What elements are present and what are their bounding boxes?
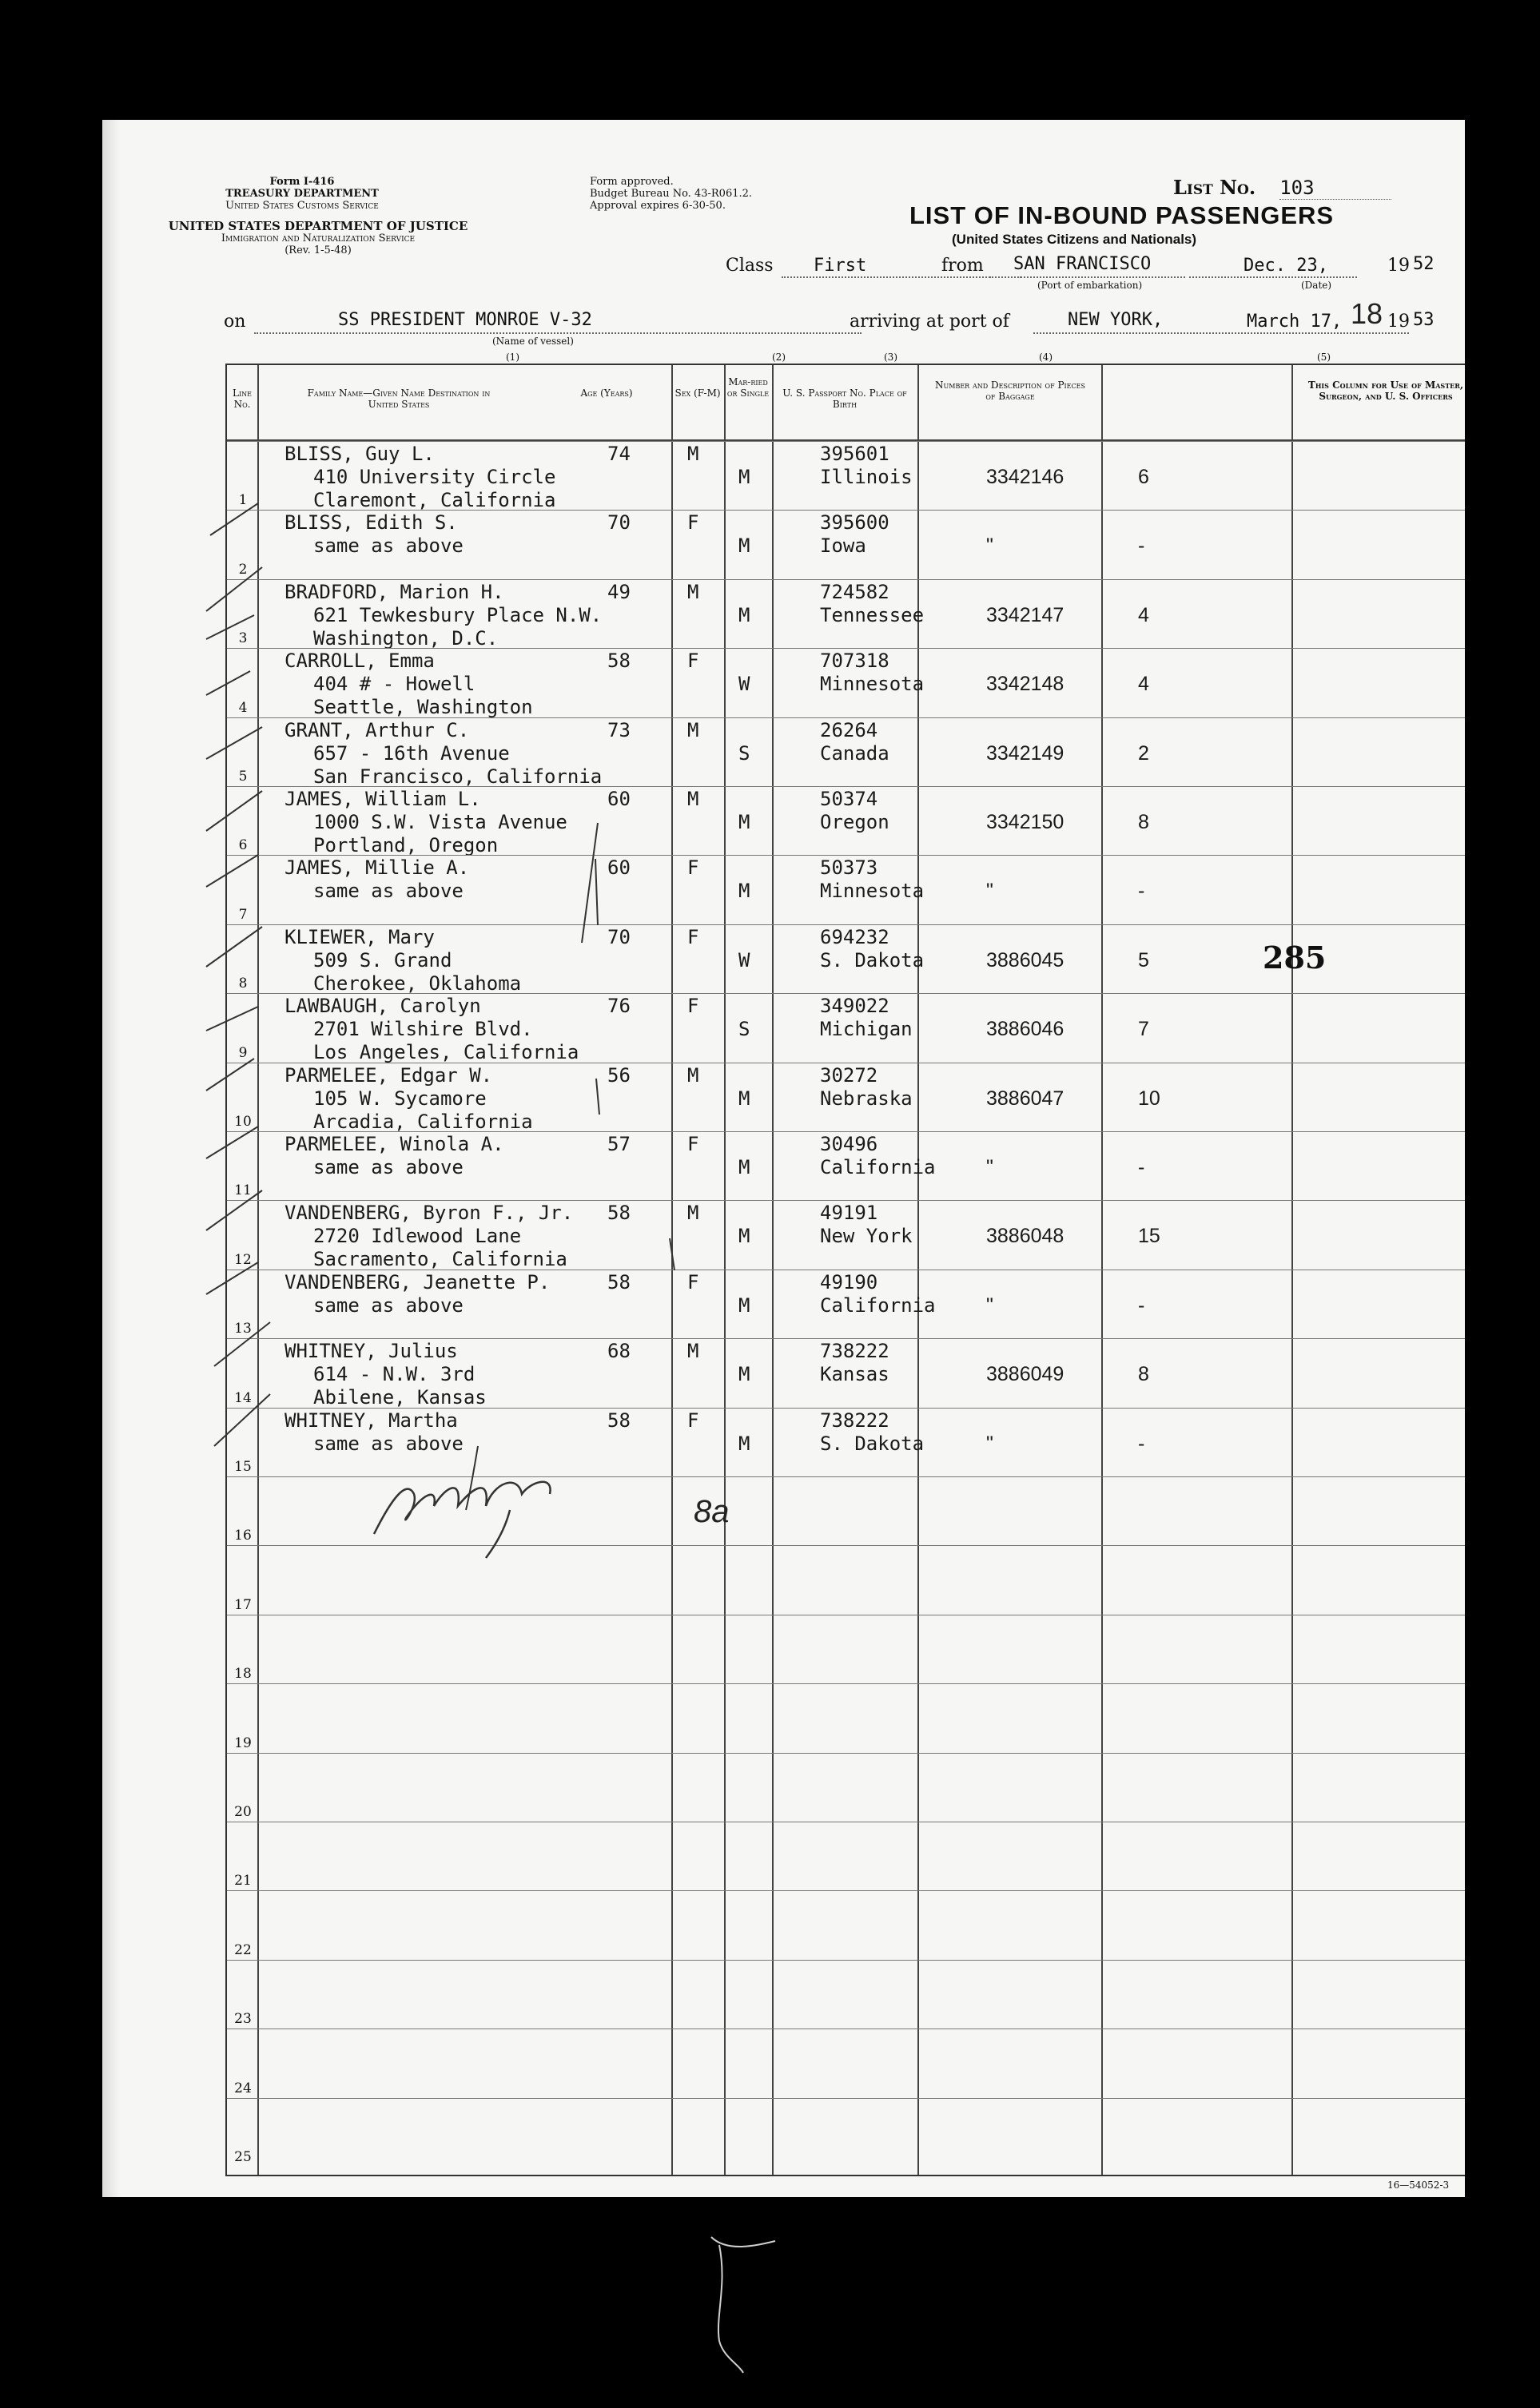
page-subtitle: (United States Citizens and Nationals) [952,232,1197,247]
col-num-1: (1) [506,352,519,363]
baggage-number: " [986,534,993,558]
passenger-age: 76 [607,995,631,1018]
passenger-age: 56 [607,1063,631,1087]
passenger-sex: F [687,1270,699,1293]
passenger-name: VANDENBERG, Jeanette P. [285,1270,551,1293]
line-number: 22 [234,1941,252,1958]
header-married: Mar-ried or Single [726,376,770,399]
pencil-marks [102,120,1465,2197]
passport-number: 694232 [820,925,889,948]
baggage-number: 3886047 [986,1087,1064,1110]
passenger-sex: F [687,856,699,880]
line-number: 21 [234,1873,252,1889]
passenger-age: 58 [607,650,631,673]
line-number: 3 [238,630,248,647]
line-number: 11 [234,1182,252,1199]
passenger-address-1: same as above [313,1293,464,1317]
passenger-marital: M [738,603,750,626]
col-num-3: (3) [884,352,897,363]
line-number: 7 [238,906,248,923]
baggage-number: 3342150 [986,811,1064,833]
passenger-address-1: 621 Tewkesbury Place N.W. [313,603,603,626]
baggage-pieces: - [1138,1156,1145,1178]
form-number: Form I-416 [269,176,335,188]
arrival-port: NEW YORK, [1068,310,1164,330]
baggage-number: " [986,1293,993,1317]
on-label: on [224,312,246,332]
baggage-pieces: 8 [1138,1363,1149,1386]
passenger-sex: F [687,1133,699,1155]
line-number: 15 [234,1459,252,1475]
passenger-name: JAMES, Millie A. [285,856,470,880]
passenger-name: LAWBAUGH, Carolyn [285,995,481,1018]
baggage-pieces: 6 [1138,466,1149,488]
line-number: 1 [238,492,248,509]
line-number: 19 [234,1734,252,1751]
passenger-age: 74 [607,443,631,465]
baggage-pieces: 4 [1138,603,1149,626]
list-number-label: List No. [1173,176,1256,199]
passenger-address-2: Portland, Oregon [313,834,499,856]
year2-value: 53 [1413,310,1435,330]
year1-value: 52 [1413,254,1435,274]
passenger-sex: M [687,443,699,465]
baggage-pieces: 4 [1138,673,1149,696]
passenger-address-1: same as above [313,880,464,903]
header-baggage: Number and Description of Pieces of Baggage [935,379,1085,402]
passenger-address-1: 1000 S.W. Vista Avenue [313,811,567,833]
class-value: First [814,256,867,276]
baggage-number: 3886048 [986,1225,1064,1248]
place-of-birth: Minnesota [820,880,925,903]
passenger-marital: M [738,1432,750,1455]
baggage-number: " [986,1156,993,1178]
place-of-birth: Illinois [820,466,913,488]
passport-number: 26264 [820,718,878,741]
place-of-birth: Oregon [820,811,889,833]
baggage-number: 3886046 [986,1018,1064,1041]
place-of-birth: Nebraska [820,1087,913,1110]
passenger-sex: F [687,650,699,673]
passenger-address-1: 657 - 16th Avenue [313,741,510,765]
passenger-marital: W [738,948,750,972]
line-number: 17 [234,1596,252,1613]
passenger-age: 57 [607,1133,631,1155]
line-number: 4 [238,699,248,716]
passenger-marital: M [738,1225,750,1248]
year1-prefix: 19 [1387,256,1410,276]
col-num-4: (4) [1039,352,1053,363]
budget-bureau: Budget Bureau No. 43-R061.2. [590,188,753,200]
passport-number: 707318 [820,650,889,673]
passenger-marital: M [738,1156,750,1178]
passport-number: 50374 [820,788,878,810]
passenger-name: WHITNEY, Martha [285,1409,458,1432]
passenger-age: 60 [607,788,631,810]
place-of-birth: Michigan [820,1018,913,1041]
line-number: 16 [234,1528,252,1544]
passenger-age: 70 [607,925,631,948]
baggage-pieces: - [1138,880,1145,903]
line-number: 18 [234,1666,252,1683]
form-approved: Form approved. [590,176,674,188]
passenger-sex: M [687,1063,699,1087]
passenger-marital: W [738,673,750,696]
header-officers: This Column for Use of Master, Surgeon, and U. S. Officers [1307,379,1464,402]
passenger-sex: F [687,925,699,948]
passenger-marital: M [738,811,750,833]
revision: (Rev. 1-5-48) [285,244,352,256]
ins-service: Immigration and Naturalization Service [221,232,416,244]
signature-note: 8a [694,1494,730,1529]
passenger-sex: M [687,718,699,741]
arrival-date-handwritten: 18 [1351,297,1383,330]
treasury-dept: TREASURY DEPARTMENT [225,188,379,200]
passport-number: 50373 [820,856,878,880]
passenger-address-1: 509 S. Grand [313,948,452,972]
passenger-name: GRANT, Arthur C. [285,718,470,741]
baggage-number: 3342148 [986,673,1064,696]
baggage-pieces: 15 [1138,1225,1160,1248]
passenger-address-2: Claremont, California [313,489,556,511]
passenger-address-1: same as above [313,1156,464,1178]
baggage-number: 3886045 [986,948,1064,972]
col-num-5: (5) [1317,352,1331,363]
passenger-age: 68 [607,1340,631,1363]
line-number: 6 [238,837,248,854]
passenger-marital: M [738,534,750,558]
passenger-name: PARMELEE, Edgar W. [285,1063,493,1087]
place-of-birth: Minnesota [820,673,925,696]
baggage-number: " [986,1432,993,1455]
passenger-address-2: Arcadia, California [313,1110,533,1133]
passenger-address-1: 2720 Idlewood Lane [313,1225,522,1248]
arriving-label: arriving at port of [850,312,1009,332]
line-number: 13 [234,1321,252,1337]
justice-dept: UNITED STATES DEPARTMENT OF JUSTICE [168,219,468,233]
line-number: 25 [234,2149,252,2165]
passenger-marital: M [738,466,750,488]
place-of-birth: Canada [820,741,889,765]
col-num-2: (2) [772,352,786,363]
header-sex: Sex (F-M) [674,387,721,399]
baggage-pieces: 8 [1138,811,1149,833]
passenger-age: 60 [607,856,631,880]
passenger-address-1: same as above [313,534,464,558]
embark-date: Dec. 23, [1244,256,1328,276]
place-of-birth: Kansas [820,1363,889,1386]
passenger-age: 58 [607,1202,631,1225]
baggage-pieces: 7 [1138,1018,1149,1041]
year2-prefix: 19 [1387,312,1410,332]
passenger-marital: M [738,1363,750,1386]
place-of-birth: Tennessee [820,603,925,626]
passport-number: 724582 [820,580,889,603]
passenger-address-1: 105 W. Sycamore [313,1087,487,1110]
baggage-pieces: 10 [1138,1087,1160,1110]
passenger-age: 58 [607,1270,631,1293]
place-of-birth: New York [820,1225,913,1248]
baggage-number: " [986,880,993,903]
passenger-address-1: same as above [313,1432,464,1455]
line-number: 2 [238,561,248,578]
passenger-sex: F [687,995,699,1018]
header-age: Age (Years) [580,387,633,399]
list-number-value: 103 [1279,177,1391,200]
passenger-marital: M [738,1293,750,1317]
customs-service: United States Customs Service [225,200,379,212]
passenger-address-1: 614 - N.W. 3rd [313,1363,476,1386]
class-label: Class [726,256,774,276]
line-number: 23 [234,2011,252,2028]
baggage-number: 3342146 [986,466,1064,488]
passenger-name: PARMELEE, Winola A. [285,1133,504,1155]
passenger-address-1: 404 # - Howell [313,673,476,696]
baggage-number: 3342147 [986,603,1064,626]
passport-number: 49191 [820,1202,878,1225]
passport-number: 30272 [820,1063,878,1087]
passenger-age: 58 [607,1409,631,1432]
line-number: 24 [234,2080,252,2096]
passenger-sex: M [687,580,699,603]
passenger-name: CARROLL, Emma [285,650,435,673]
header-line-no: Line No. [233,387,252,410]
line-number: 5 [238,769,248,785]
passenger-address-2: Los Angeles, California [313,1041,579,1064]
line-number: 9 [238,1044,248,1061]
passenger-sex: M [687,1202,699,1225]
passenger-name: BLISS, Edith S. [285,511,458,534]
passenger-address-1: 410 University Circle [313,466,556,488]
passport-number: 395600 [820,511,889,534]
passenger-sex: M [687,1340,699,1363]
embark-port: SAN FRANCISCO [1013,254,1152,274]
passenger-address-2: Sacramento, California [313,1248,567,1271]
baggage-pieces: - [1138,534,1145,558]
place-of-birth: S. Dakota [820,1432,925,1455]
line-number: 12 [234,1251,252,1268]
footer-code: 16—54052-3 [1387,2180,1450,2191]
passenger-name: JAMES, William L. [285,788,481,810]
passenger-marital: M [738,1087,750,1110]
line-number: 20 [234,1804,252,1820]
passenger-address-2: San Francisco, California [313,765,603,788]
passenger-address-1: 2701 Wilshire Blvd. [313,1018,533,1041]
arrival-date: March 17, [1247,312,1343,332]
line-number: 14 [234,1389,252,1406]
passenger-age: 70 [607,511,631,534]
passport-number: 349022 [820,995,889,1018]
place-of-birth: California [820,1156,936,1178]
baggage-number: 3342149 [986,741,1064,765]
passenger-age: 49 [607,580,631,603]
manifest-page [102,120,1465,2197]
from-label: from [941,256,984,276]
place-of-birth: S. Dakota [820,948,925,972]
header-name: Family Name—Given Name Destination in United States [307,387,491,410]
passenger-name: BLISS, Guy L. [285,443,435,465]
passenger-marital: M [738,880,750,903]
embark-caption: (Port of embarkation) [1037,280,1143,291]
baggage-pieces: 2 [1138,741,1149,765]
vessel-caption: (Name of vessel) [492,336,574,347]
baggage-pieces: - [1138,1432,1145,1455]
baggage-pieces: 5 [1138,948,1149,972]
passport-number: 395601 [820,443,889,465]
place-of-birth: California [820,1293,936,1317]
baggage-pieces: - [1138,1293,1145,1317]
passenger-age: 73 [607,718,631,741]
passenger-address-2: Seattle, Washington [313,696,533,719]
passenger-address-2: Washington, D.C. [313,626,499,650]
passenger-name: KLIEWER, Mary [285,925,435,948]
page-title: LIST OF IN-BOUND PASSENGERS [909,201,1335,229]
vessel-name: SS PRESIDENT MONROE V-32 [338,310,592,330]
passenger-address-2: Abilene, Kansas [313,1386,487,1409]
line-number: 8 [238,976,248,992]
passport-number: 30496 [820,1133,878,1155]
passenger-sex: M [687,788,699,810]
header-passport: U. S. Passport No. Place of Birth [782,387,907,410]
passenger-name: VANDENBERG, Byron F., Jr. [285,1202,574,1225]
passport-number: 738222 [820,1340,889,1363]
passenger-sex: F [687,511,699,534]
approval-expires: Approval expires 6-30-50. [590,200,726,212]
passenger-marital: S [738,1018,750,1041]
passenger-sex: F [687,1409,699,1432]
line-number: 10 [234,1114,252,1130]
passenger-name: BRADFORD, Marion H. [285,580,504,603]
passenger-marital: S [738,741,750,765]
passport-number: 738222 [820,1409,889,1432]
officer-stamp: 285 [1263,940,1327,976]
margin-scribble [695,2221,791,2381]
passport-number: 49190 [820,1270,878,1293]
date-caption: (Date) [1301,280,1332,291]
place-of-birth: Iowa [820,534,866,558]
baggage-number: 3886049 [986,1363,1064,1386]
passenger-name: WHITNEY, Julius [285,1340,458,1363]
passenger-address-2: Cherokee, Oklahoma [313,972,522,995]
